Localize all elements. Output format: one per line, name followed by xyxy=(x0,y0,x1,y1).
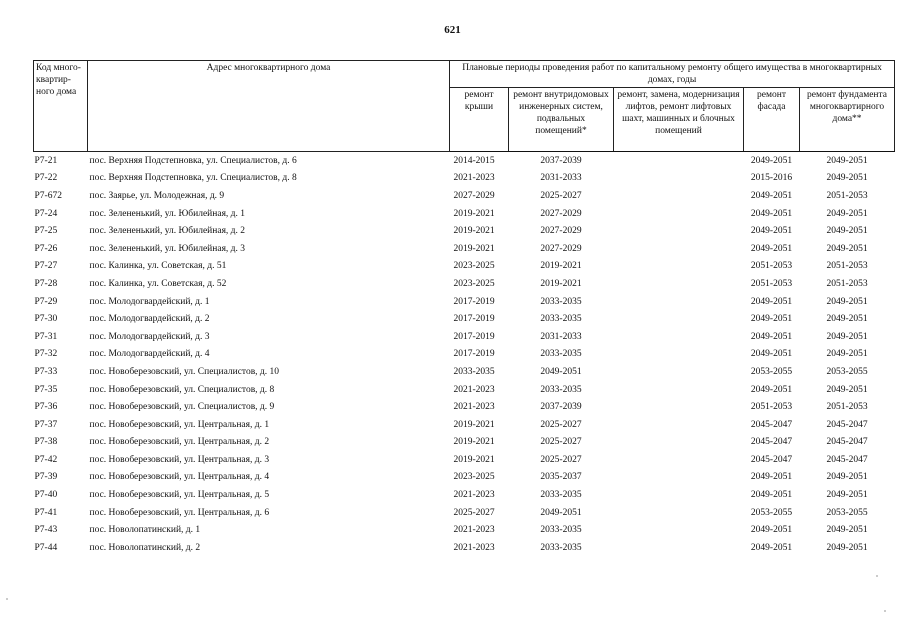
table-row xyxy=(34,539,895,557)
cell-address: пос. Верхняя Подстепновка, ул. Специалистов, д. 6 xyxy=(89,155,297,166)
cell-address: пос. Заярье, ул. Молодежная, д. 9 xyxy=(89,190,225,201)
cell-facade: 2049-2051 xyxy=(750,472,793,483)
table-row xyxy=(34,275,895,293)
cell-elevators xyxy=(614,381,744,399)
cell-engineering: 2027-2029 xyxy=(540,208,582,219)
header-facade: ремонт фасада xyxy=(744,88,800,152)
cell-code: Р7-33 xyxy=(34,366,58,377)
cell-address: пос. Молодогвардейский, д. 1 xyxy=(89,296,210,307)
cell-code: Р7-32 xyxy=(34,349,58,360)
table-row xyxy=(34,504,895,522)
cell-engineering: 2035-2037 xyxy=(540,472,582,483)
cell-facade: 2049-2051 xyxy=(750,243,793,254)
cell-elevators xyxy=(614,434,744,452)
cell-foundation: 2049-2051 xyxy=(826,208,868,219)
header-address: Адрес многоквартирного дома xyxy=(88,61,450,152)
cell-facade: 2049-2051 xyxy=(750,314,793,325)
table-row xyxy=(34,152,895,170)
cell-engineering: 2033-2035 xyxy=(540,490,582,501)
cell-address: пос. Молодогвардейский, д. 2 xyxy=(89,314,210,325)
repair-schedule-table xyxy=(33,60,895,557)
cell-facade: 2045-2047 xyxy=(750,437,793,448)
cell-roof: 2021-2023 xyxy=(453,490,495,501)
table-row xyxy=(34,486,895,504)
cell-elevators xyxy=(614,539,744,557)
cell-facade: 2049-2051 xyxy=(750,226,793,237)
cell-engineering: 2037-2039 xyxy=(540,402,582,413)
cell-code: Р7-35 xyxy=(34,384,58,395)
cell-roof: 2023-2025 xyxy=(453,472,495,483)
cell-code: Р7-39 xyxy=(34,472,58,483)
cell-engineering: 2025-2027 xyxy=(540,454,582,465)
table-row xyxy=(34,363,895,381)
cell-foundation: 2045-2047 xyxy=(826,437,868,448)
cell-elevators xyxy=(614,222,744,240)
table-row xyxy=(34,381,895,399)
cell-facade: 2049-2051 xyxy=(750,384,793,395)
cell-foundation: 2051-2053 xyxy=(826,190,868,201)
cell-engineering: 2025-2027 xyxy=(540,437,582,448)
cell-foundation: 2051-2053 xyxy=(826,402,868,413)
table-row xyxy=(34,293,895,311)
cell-engineering: 2019-2021 xyxy=(540,278,582,289)
scan-speck xyxy=(876,575,878,577)
table-row xyxy=(34,416,895,434)
cell-facade: 2049-2051 xyxy=(750,542,793,553)
cell-elevators xyxy=(614,504,744,522)
cell-elevators xyxy=(614,293,744,311)
cell-facade: 2051-2053 xyxy=(750,261,793,272)
cell-elevators xyxy=(614,328,744,346)
cell-foundation: 2049-2051 xyxy=(826,243,868,254)
cell-foundation: 2049-2051 xyxy=(826,331,868,342)
header-foundation: ремонт фундамента многоквартирного дома** xyxy=(800,88,895,152)
table-row xyxy=(34,222,895,240)
cell-roof: 2021-2023 xyxy=(453,525,495,536)
cell-roof: 2019-2021 xyxy=(453,243,495,254)
cell-code: Р7-42 xyxy=(34,454,58,465)
cell-code: Р7-40 xyxy=(34,490,58,501)
header-elevators: ремонт, замена, модернизация лифтов, ремонт лифтовых шахт, машинных и блочных помещений xyxy=(614,88,744,152)
cell-code: Р7-28 xyxy=(34,278,58,289)
cell-foundation: 2049-2051 xyxy=(826,472,868,483)
cell-foundation: 2053-2055 xyxy=(826,507,868,518)
cell-facade: 2049-2051 xyxy=(750,490,793,501)
cell-roof: 2017-2019 xyxy=(453,296,495,307)
cell-foundation: 2045-2047 xyxy=(826,419,868,430)
cell-code: Р7-38 xyxy=(34,437,58,448)
cell-roof: 2019-2021 xyxy=(453,208,495,219)
table-row xyxy=(34,328,895,346)
cell-facade: 2051-2053 xyxy=(750,402,793,413)
cell-roof: 2017-2019 xyxy=(453,349,495,360)
cell-engineering: 2027-2029 xyxy=(540,243,582,254)
cell-elevators xyxy=(614,521,744,539)
cell-address: пос. Новоберезовский, ул. Центральная, д. 5 xyxy=(89,490,270,501)
cell-roof: 2017-2019 xyxy=(453,331,495,342)
cell-roof: 2021-2023 xyxy=(453,402,495,413)
cell-elevators xyxy=(614,416,744,434)
cell-code: Р7-43 xyxy=(34,525,58,536)
table-row xyxy=(34,451,895,469)
cell-foundation: 2049-2051 xyxy=(826,490,868,501)
cell-roof: 2023-2025 xyxy=(453,261,495,272)
cell-facade: 2049-2051 xyxy=(750,296,793,307)
cell-code: Р7-25 xyxy=(34,226,58,237)
table-body xyxy=(34,152,895,557)
cell-roof: 2027-2029 xyxy=(453,190,495,201)
cell-facade: 2045-2047 xyxy=(750,454,793,465)
header-engineering: ремонт внутридомовых инженерных систем, подвальных помещений* xyxy=(509,88,614,152)
cell-facade: 2049-2051 xyxy=(750,208,793,219)
cell-engineering: 2033-2035 xyxy=(540,525,582,536)
cell-roof: 2014-2015 xyxy=(453,155,495,166)
cell-roof: 2019-2021 xyxy=(453,454,495,465)
cell-elevators xyxy=(614,451,744,469)
cell-address: пос. Молодогвардейский, д. 4 xyxy=(89,349,210,360)
cell-foundation: 2051-2053 xyxy=(826,261,868,272)
cell-address: пос. Верхняя Подстепновка, ул. Специалистов, д. 8 xyxy=(89,173,297,184)
table-row xyxy=(34,310,895,328)
cell-code: Р7-41 xyxy=(34,507,58,518)
cell-foundation: 2049-2051 xyxy=(826,296,868,307)
cell-elevators xyxy=(614,240,744,258)
scan-speck xyxy=(884,610,886,612)
cell-address: пос. Новоберезовский, ул. Специалистов, д. 10 xyxy=(89,366,280,377)
cell-elevators xyxy=(614,486,744,504)
cell-code: Р7-30 xyxy=(34,314,58,325)
cell-code: Р7-36 xyxy=(34,402,58,413)
table-row xyxy=(34,398,895,416)
cell-engineering: 2037-2039 xyxy=(540,155,582,166)
table-row xyxy=(34,346,895,364)
cell-roof: 2025-2027 xyxy=(453,507,495,518)
table-row xyxy=(34,258,895,276)
page-number: 621 xyxy=(444,24,461,36)
cell-facade: 2053-2055 xyxy=(750,366,793,377)
cell-code: Р7-24 xyxy=(34,208,58,219)
cell-engineering: 2033-2035 xyxy=(540,349,582,360)
table-row xyxy=(34,434,895,452)
cell-code: Р7-22 xyxy=(34,173,58,184)
cell-code: Р7-29 xyxy=(34,296,58,307)
cell-elevators xyxy=(614,310,744,328)
cell-elevators xyxy=(614,152,744,170)
cell-foundation: 2049-2051 xyxy=(826,542,868,553)
table-row xyxy=(34,521,895,539)
cell-engineering: 2027-2029 xyxy=(540,226,582,237)
cell-code: Р7-26 xyxy=(34,243,58,254)
cell-engineering: 2033-2035 xyxy=(540,296,582,307)
cell-address: пос. Зелененький, ул. Юбилейная, д. 3 xyxy=(89,243,246,254)
cell-foundation: 2049-2051 xyxy=(826,226,868,237)
cell-code: Р7-37 xyxy=(34,419,58,430)
cell-elevators xyxy=(614,275,744,293)
cell-foundation: 2049-2051 xyxy=(826,349,868,360)
cell-engineering: 2019-2021 xyxy=(540,261,582,272)
cell-address: пос. Новоберезовский, ул. Специалистов, д. 9 xyxy=(89,402,275,413)
scan-speck xyxy=(6,598,8,600)
cell-roof: 2019-2021 xyxy=(453,226,495,237)
cell-address: пос. Новоберезовский, ул. Центральная, д. 4 xyxy=(89,472,270,483)
cell-engineering: 2033-2035 xyxy=(540,542,582,553)
cell-facade: 2049-2051 xyxy=(750,155,793,166)
cell-roof: 2017-2019 xyxy=(453,314,495,325)
cell-code: Р7-672 xyxy=(34,190,62,201)
table-header xyxy=(34,61,895,152)
cell-address: пос. Новолопатинский, д. 1 xyxy=(89,525,201,536)
cell-foundation: 2053-2055 xyxy=(826,366,868,377)
header-code: Код много-квартир-ного дома xyxy=(34,61,88,152)
cell-facade: 2049-2051 xyxy=(750,331,793,342)
cell-code: Р7-27 xyxy=(34,261,58,272)
cell-elevators xyxy=(614,205,744,223)
cell-address: пос. Калинка, ул. Советская, д. 51 xyxy=(89,261,227,272)
cell-code: Р7-21 xyxy=(34,155,58,166)
header-periods: Плановые периоды проведения работ по капитальному ремонту общего имущества в многоквартирных домах, годы xyxy=(450,61,895,88)
cell-elevators xyxy=(614,170,744,188)
cell-elevators xyxy=(614,258,744,276)
cell-roof: 2019-2021 xyxy=(453,419,495,430)
cell-address: пос. Новолопатинский, д. 2 xyxy=(89,542,201,553)
cell-code: Р7-44 xyxy=(34,542,58,553)
cell-elevators xyxy=(614,187,744,205)
table-row xyxy=(34,469,895,487)
table-row xyxy=(34,170,895,188)
cell-foundation: 2049-2051 xyxy=(826,314,868,325)
cell-engineering: 2031-2033 xyxy=(540,173,582,184)
cell-roof: 2021-2023 xyxy=(453,542,495,553)
cell-roof: 2033-2035 xyxy=(453,366,495,377)
cell-elevators xyxy=(614,363,744,381)
cell-facade: 2015-2016 xyxy=(750,173,793,184)
cell-facade: 2051-2053 xyxy=(750,278,793,289)
cell-address: пос. Зелененький, ул. Юбилейная, д. 1 xyxy=(89,208,246,219)
cell-elevators xyxy=(614,346,744,364)
cell-engineering: 2033-2035 xyxy=(540,314,582,325)
cell-foundation: 2049-2051 xyxy=(826,384,868,395)
table-row xyxy=(34,240,895,258)
cell-facade: 2049-2051 xyxy=(750,190,793,201)
cell-elevators xyxy=(614,398,744,416)
cell-roof: 2019-2021 xyxy=(453,437,495,448)
cell-engineering: 2031-2033 xyxy=(540,331,582,342)
header-roof: ремонт крыши xyxy=(450,88,509,152)
cell-foundation: 2049-2051 xyxy=(826,155,868,166)
cell-facade: 2049-2051 xyxy=(750,525,793,536)
cell-address: пос. Зелененький, ул. Юбилейная, д. 2 xyxy=(89,226,246,237)
cell-address: пос. Новоберезовский, ул. Специалистов, д. 8 xyxy=(89,384,275,395)
cell-address: пос. Новоберезовский, ул. Центральная, д. 3 xyxy=(89,454,270,465)
cell-foundation: 2051-2053 xyxy=(826,278,868,289)
cell-roof: 2021-2023 xyxy=(453,384,495,395)
cell-engineering: 2025-2027 xyxy=(540,190,582,201)
cell-engineering: 2049-2051 xyxy=(540,507,582,518)
cell-code: Р7-31 xyxy=(34,331,58,342)
cell-engineering: 2025-2027 xyxy=(540,419,582,430)
cell-roof: 2023-2025 xyxy=(453,278,495,289)
cell-facade: 2049-2051 xyxy=(750,349,793,360)
cell-facade: 2053-2055 xyxy=(750,507,793,518)
table-row xyxy=(34,187,895,205)
cell-foundation: 2045-2047 xyxy=(826,454,868,465)
cell-address: пос. Новоберезовский, ул. Центральная, д. 6 xyxy=(89,507,270,518)
cell-facade: 2045-2047 xyxy=(750,419,793,430)
cell-address: пос. Новоберезовский, ул. Центральная, д. 2 xyxy=(89,437,270,448)
cell-address: пос. Новоберезовский, ул. Центральная, д. 1 xyxy=(89,419,270,430)
table-row xyxy=(34,205,895,223)
cell-foundation: 2049-2051 xyxy=(826,173,868,184)
cell-engineering: 2049-2051 xyxy=(540,366,582,377)
cell-roof: 2021-2023 xyxy=(453,173,495,184)
cell-foundation: 2049-2051 xyxy=(826,525,868,536)
cell-address: пос. Молодогвардейский, д. 3 xyxy=(89,331,210,342)
cell-elevators xyxy=(614,469,744,487)
cell-address: пос. Калинка, ул. Советская, д. 52 xyxy=(89,278,227,289)
cell-engineering: 2033-2035 xyxy=(540,384,582,395)
